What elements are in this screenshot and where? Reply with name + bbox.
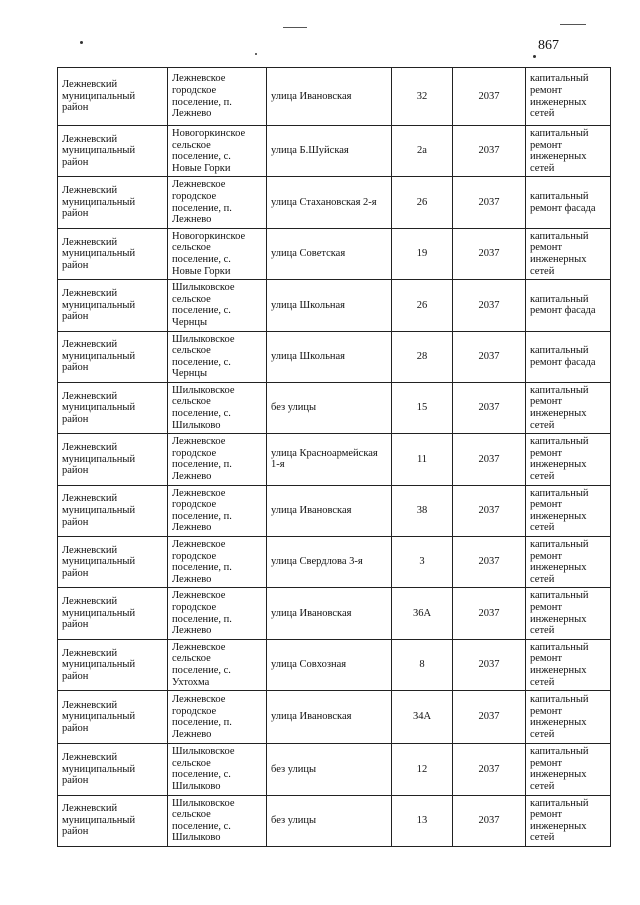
settlement-cell: Лежневское городское поселение, п. Лежнево [168, 434, 267, 485]
table-row [58, 588, 611, 639]
house-number-cell: 19 [392, 228, 453, 279]
settlement-cell: Новогоркинское сельское поселение, с. Новые Горки [168, 126, 267, 177]
table-row [58, 795, 611, 846]
table-row [58, 691, 611, 744]
house-number-cell: 36А [392, 588, 453, 639]
settlement-cell: Лежневское городское поселение, п. Лежнево [168, 691, 267, 744]
house-number-cell: 2а [392, 126, 453, 177]
street-cell: без улицы [267, 744, 392, 795]
street-cell: улица Совхозная [267, 639, 392, 690]
street-cell: улица Красноармейская 1-я [267, 434, 392, 485]
table-row [58, 485, 611, 536]
year-cell: 2037 [453, 485, 526, 536]
work-type-cell: капитальный ремонт инженерных сетей [526, 744, 611, 795]
scan-dot-right [533, 55, 536, 58]
house-number-cell: 8 [392, 639, 453, 690]
table-row [58, 434, 611, 485]
street-cell: без улицы [267, 795, 392, 846]
street-cell: улица Стахановская 2-я [267, 177, 392, 228]
table-row [58, 537, 611, 588]
work-type-cell: капитальный ремонт инженерных сетей [526, 795, 611, 846]
table-row [58, 744, 611, 795]
house-number-cell: 32 [392, 68, 453, 126]
district-cell: Лежневский муниципальный район [58, 639, 168, 690]
year-cell: 2037 [453, 126, 526, 177]
street-cell: улица Школьная [267, 280, 392, 331]
district-cell: Лежневский муниципальный район [58, 537, 168, 588]
work-type-cell: капитальный ремонт инженерных сетей [526, 691, 611, 744]
district-cell: Лежневский муниципальный район [58, 795, 168, 846]
house-number-cell: 13 [392, 795, 453, 846]
year-cell: 2037 [453, 382, 526, 433]
district-cell: Лежневский муниципальный район [58, 588, 168, 639]
street-cell: улица Б.Шуйская [267, 126, 392, 177]
street-cell: улица Свердлова 3-я [267, 537, 392, 588]
registry-table-body [58, 68, 611, 847]
scan-mark-top-center [283, 27, 307, 28]
settlement-cell: Лежневское городское поселение, п. Лежнево [168, 485, 267, 536]
district-cell: Лежневский муниципальный район [58, 691, 168, 744]
house-number-cell: 28 [392, 331, 453, 382]
district-cell: Лежневский муниципальный район [58, 382, 168, 433]
scan-dot-mid [255, 53, 257, 55]
settlement-cell: Новогоркинское сельское поселение, с. Новые Горки [168, 228, 267, 279]
district-cell: Лежневский муниципальный район [58, 228, 168, 279]
work-type-cell: капитальный ремонт инженерных сетей [526, 588, 611, 639]
street-cell: без улицы [267, 382, 392, 433]
district-cell: Лежневский муниципальный район [58, 280, 168, 331]
district-cell: Лежневский муниципальный район [58, 485, 168, 536]
settlement-cell: Лежневское городское поселение, п. Лежнево [168, 68, 267, 126]
district-cell: Лежневский муниципальный район [58, 434, 168, 485]
work-type-cell: капитальный ремонт инженерных сетей [526, 228, 611, 279]
street-cell: улица Ивановская [267, 68, 392, 126]
work-type-cell: капитальный ремонт инженерных сетей [526, 639, 611, 690]
house-number-cell: 15 [392, 382, 453, 433]
work-type-cell: капитальный ремонт фасада [526, 331, 611, 382]
work-type-cell: капитальный ремонт инженерных сетей [526, 485, 611, 536]
house-number-cell: 26 [392, 177, 453, 228]
year-cell: 2037 [453, 280, 526, 331]
work-type-cell: капитальный ремонт инженерных сетей [526, 68, 611, 126]
street-cell: улица Советская [267, 228, 392, 279]
house-number-cell: 12 [392, 744, 453, 795]
street-cell: улица Ивановская [267, 691, 392, 744]
table-row [58, 331, 611, 382]
settlement-cell: Шилыковское сельское поселение, с. Чернцы [168, 331, 267, 382]
settlement-cell: Шилыковское сельское поселение, с. Шилыково [168, 795, 267, 846]
year-cell: 2037 [453, 228, 526, 279]
district-cell: Лежневский муниципальный район [58, 126, 168, 177]
year-cell: 2037 [453, 537, 526, 588]
house-number-cell: 3 [392, 537, 453, 588]
settlement-cell: Шилыковское сельское поселение, с. Шилыково [168, 382, 267, 433]
year-cell: 2037 [453, 68, 526, 126]
settlement-cell: Лежневское городское поселение, п. Лежнево [168, 537, 267, 588]
street-cell: улица Школьная [267, 331, 392, 382]
house-number-cell: 11 [392, 434, 453, 485]
year-cell: 2037 [453, 795, 526, 846]
work-type-cell: капитальный ремонт фасада [526, 280, 611, 331]
year-cell: 2037 [453, 177, 526, 228]
year-cell: 2037 [453, 588, 526, 639]
table-row [58, 126, 611, 177]
street-cell: улица Ивановская [267, 485, 392, 536]
work-type-cell: капитальный ремонт инженерных сетей [526, 434, 611, 485]
settlement-cell: Шилыковское сельское поселение, с. Чернцы [168, 280, 267, 331]
district-cell: Лежневский муниципальный район [58, 331, 168, 382]
work-type-cell: капитальный ремонт инженерных сетей [526, 382, 611, 433]
table-row [58, 177, 611, 228]
district-cell: Лежневский муниципальный район [58, 177, 168, 228]
table-row [58, 280, 611, 331]
work-type-cell: капитальный ремонт инженерных сетей [526, 126, 611, 177]
scan-mark-top-right [560, 24, 586, 25]
house-number-cell: 26 [392, 280, 453, 331]
year-cell: 2037 [453, 639, 526, 690]
year-cell: 2037 [453, 331, 526, 382]
work-type-cell: капитальный ремонт фасада [526, 177, 611, 228]
house-number-cell: 38 [392, 485, 453, 536]
settlement-cell: Лежневское городское поселение, п. Лежнево [168, 177, 267, 228]
page-number: 867 [538, 38, 559, 53]
district-cell: Лежневский муниципальный район [58, 744, 168, 795]
table-row [58, 228, 611, 279]
table-row [58, 639, 611, 690]
year-cell: 2037 [453, 434, 526, 485]
district-cell: Лежневский муниципальный район [58, 68, 168, 126]
table-row [58, 68, 611, 126]
work-type-cell: капитальный ремонт инженерных сетей [526, 537, 611, 588]
street-cell: улица Ивановская [267, 588, 392, 639]
settlement-cell: Лежневское городское поселение, п. Лежнево [168, 588, 267, 639]
scan-dot-left [80, 41, 83, 44]
settlement-cell: Шилыковское сельское поселение, с. Шилыково [168, 744, 267, 795]
year-cell: 2037 [453, 744, 526, 795]
year-cell: 2037 [453, 691, 526, 744]
table-row [58, 382, 611, 433]
registry-table [57, 67, 611, 847]
settlement-cell: Лежневское сельское поселение, с. Ухтохма [168, 639, 267, 690]
house-number-cell: 34А [392, 691, 453, 744]
